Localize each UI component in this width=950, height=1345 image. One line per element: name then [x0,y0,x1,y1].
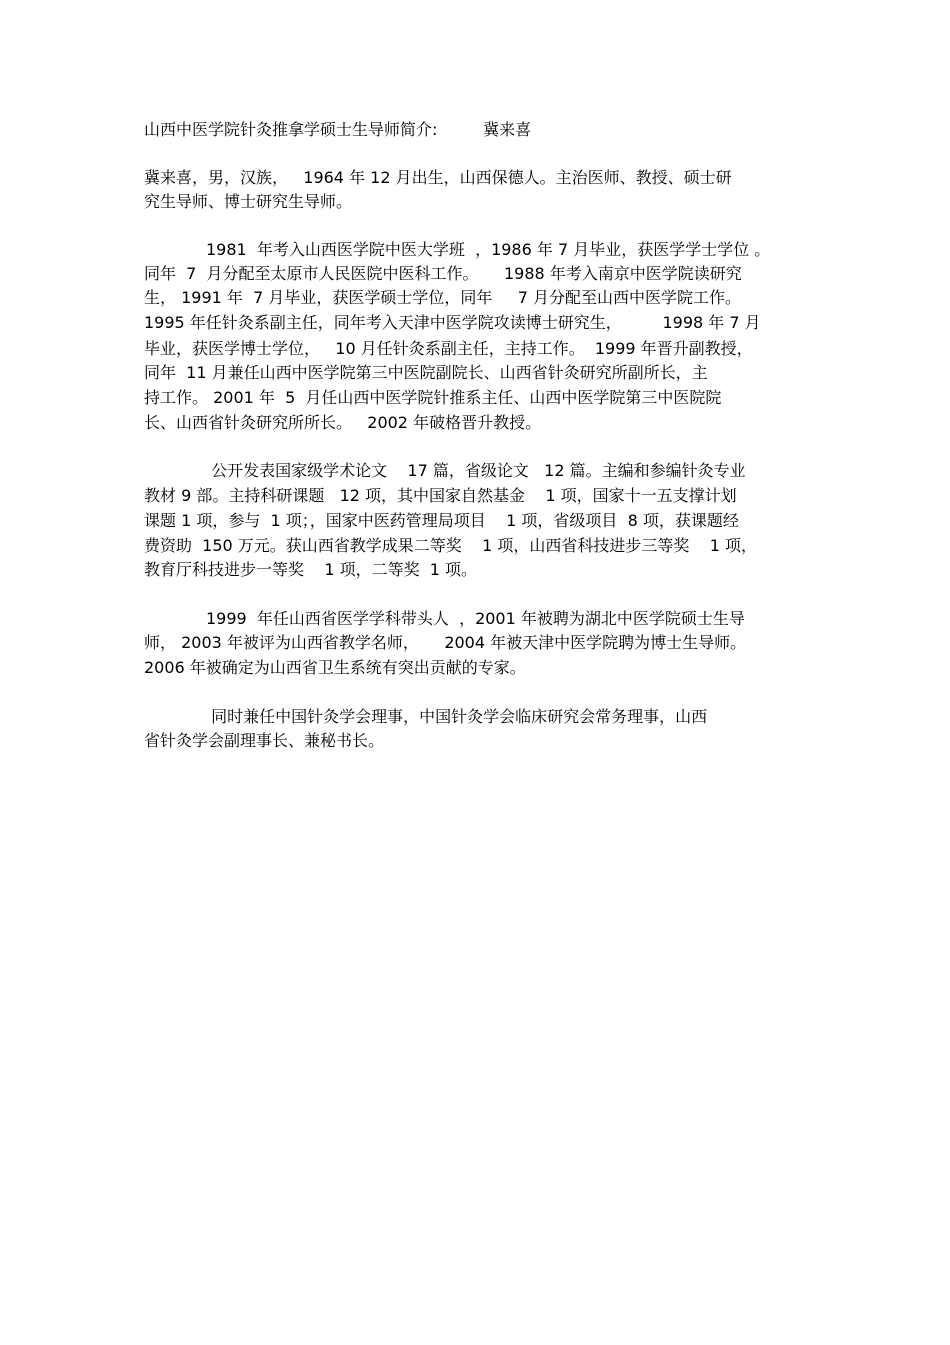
paragraph-line: 2006 年被确定为山西省卫生系统有突出贡献的专家。 [144,658,526,677]
paragraph-line: 长、山西省针灸研究所所长。 2002 年破格晋升教授。 [144,413,542,432]
paragraph-line: 费资助 150 万元。获山西省教学成果二等奖 1 项，山西省科技进步三等奖 1 项， [144,536,758,555]
paragraph-line: 课题 1 项，参与 1 项；，国家中医药管理局项目 1 项，省级项目 8 项，获课题经 [144,511,739,530]
paragraph-line: 冀来喜，男，汉族， 1964 年 12 月出生，山西保德人。主治医师、教授、硕士研 [144,168,732,187]
paragraph-line: 1999 年任山西省医学学科带头人 ，2001 年被聘为湖北中医学院硕士生导 [206,609,745,628]
paragraph-line: 教育厅科技进步一等奖 1 项，二等奖 1 项。 [144,560,478,579]
paragraph-line: 教材 9 部。主持科研课题 12 项，其中国家自然基金 1 项，国家十一五支撑计划 [144,486,737,505]
paragraph-line: 省针灸学会副理事长、兼秘书长。 [144,731,385,750]
paragraph-line: 究生导师、博士研究生导师。 [144,192,353,211]
paragraph-line: 同时兼任中国针灸学会理事，中国针灸学会临床研究会常务理事，山西 [206,707,708,726]
paragraph-line: 同年 11 月兼任山西中医学院第三中医院副院长、山西省针灸研究所副所长，主 [144,363,708,382]
paragraph-line: 1981 年考入山西医学院中医大学班 ，1986 年 7 月毕业，获医学学士学位 。 [206,240,771,259]
paragraph-line: 1995 年任针灸系副主任，同年考入天津中医学院攻读博士研究生， 1998 年 7 月 [144,313,761,332]
paragraph-line: 毕业，获医学博士学位， 10 月任针灸系副主任，主持工作。 1999 年晋升副教授， [144,339,753,358]
paragraph-line: 同年 7 月分配至太原市人民医院中医科工作。 1988 年考入南京中医学院读研究 [144,264,742,283]
paragraph-line: 师， 2003 年被评为山西省教学名师， 2004 年被天津中医学院聘为博士生导师。 [144,633,747,652]
paragraph-line: 生， 1991 年 7 月毕业，获医学硕士学位，同年 7 月分配至山西中医学院工作。 [144,288,742,307]
paragraph-line: 公开发表国家级学术论文 17 篇，省级论文 12 篇。主编和参编针灸专业 [206,461,746,480]
paragraph-line: 持工作。 2001 年 5 月任山西中医学院针推系主任、山西中医学院第三中医院院 [144,388,722,407]
document-title: 山西中医学院针灸推拿学硕士生导师简介: 冀来喜 [144,120,532,139]
